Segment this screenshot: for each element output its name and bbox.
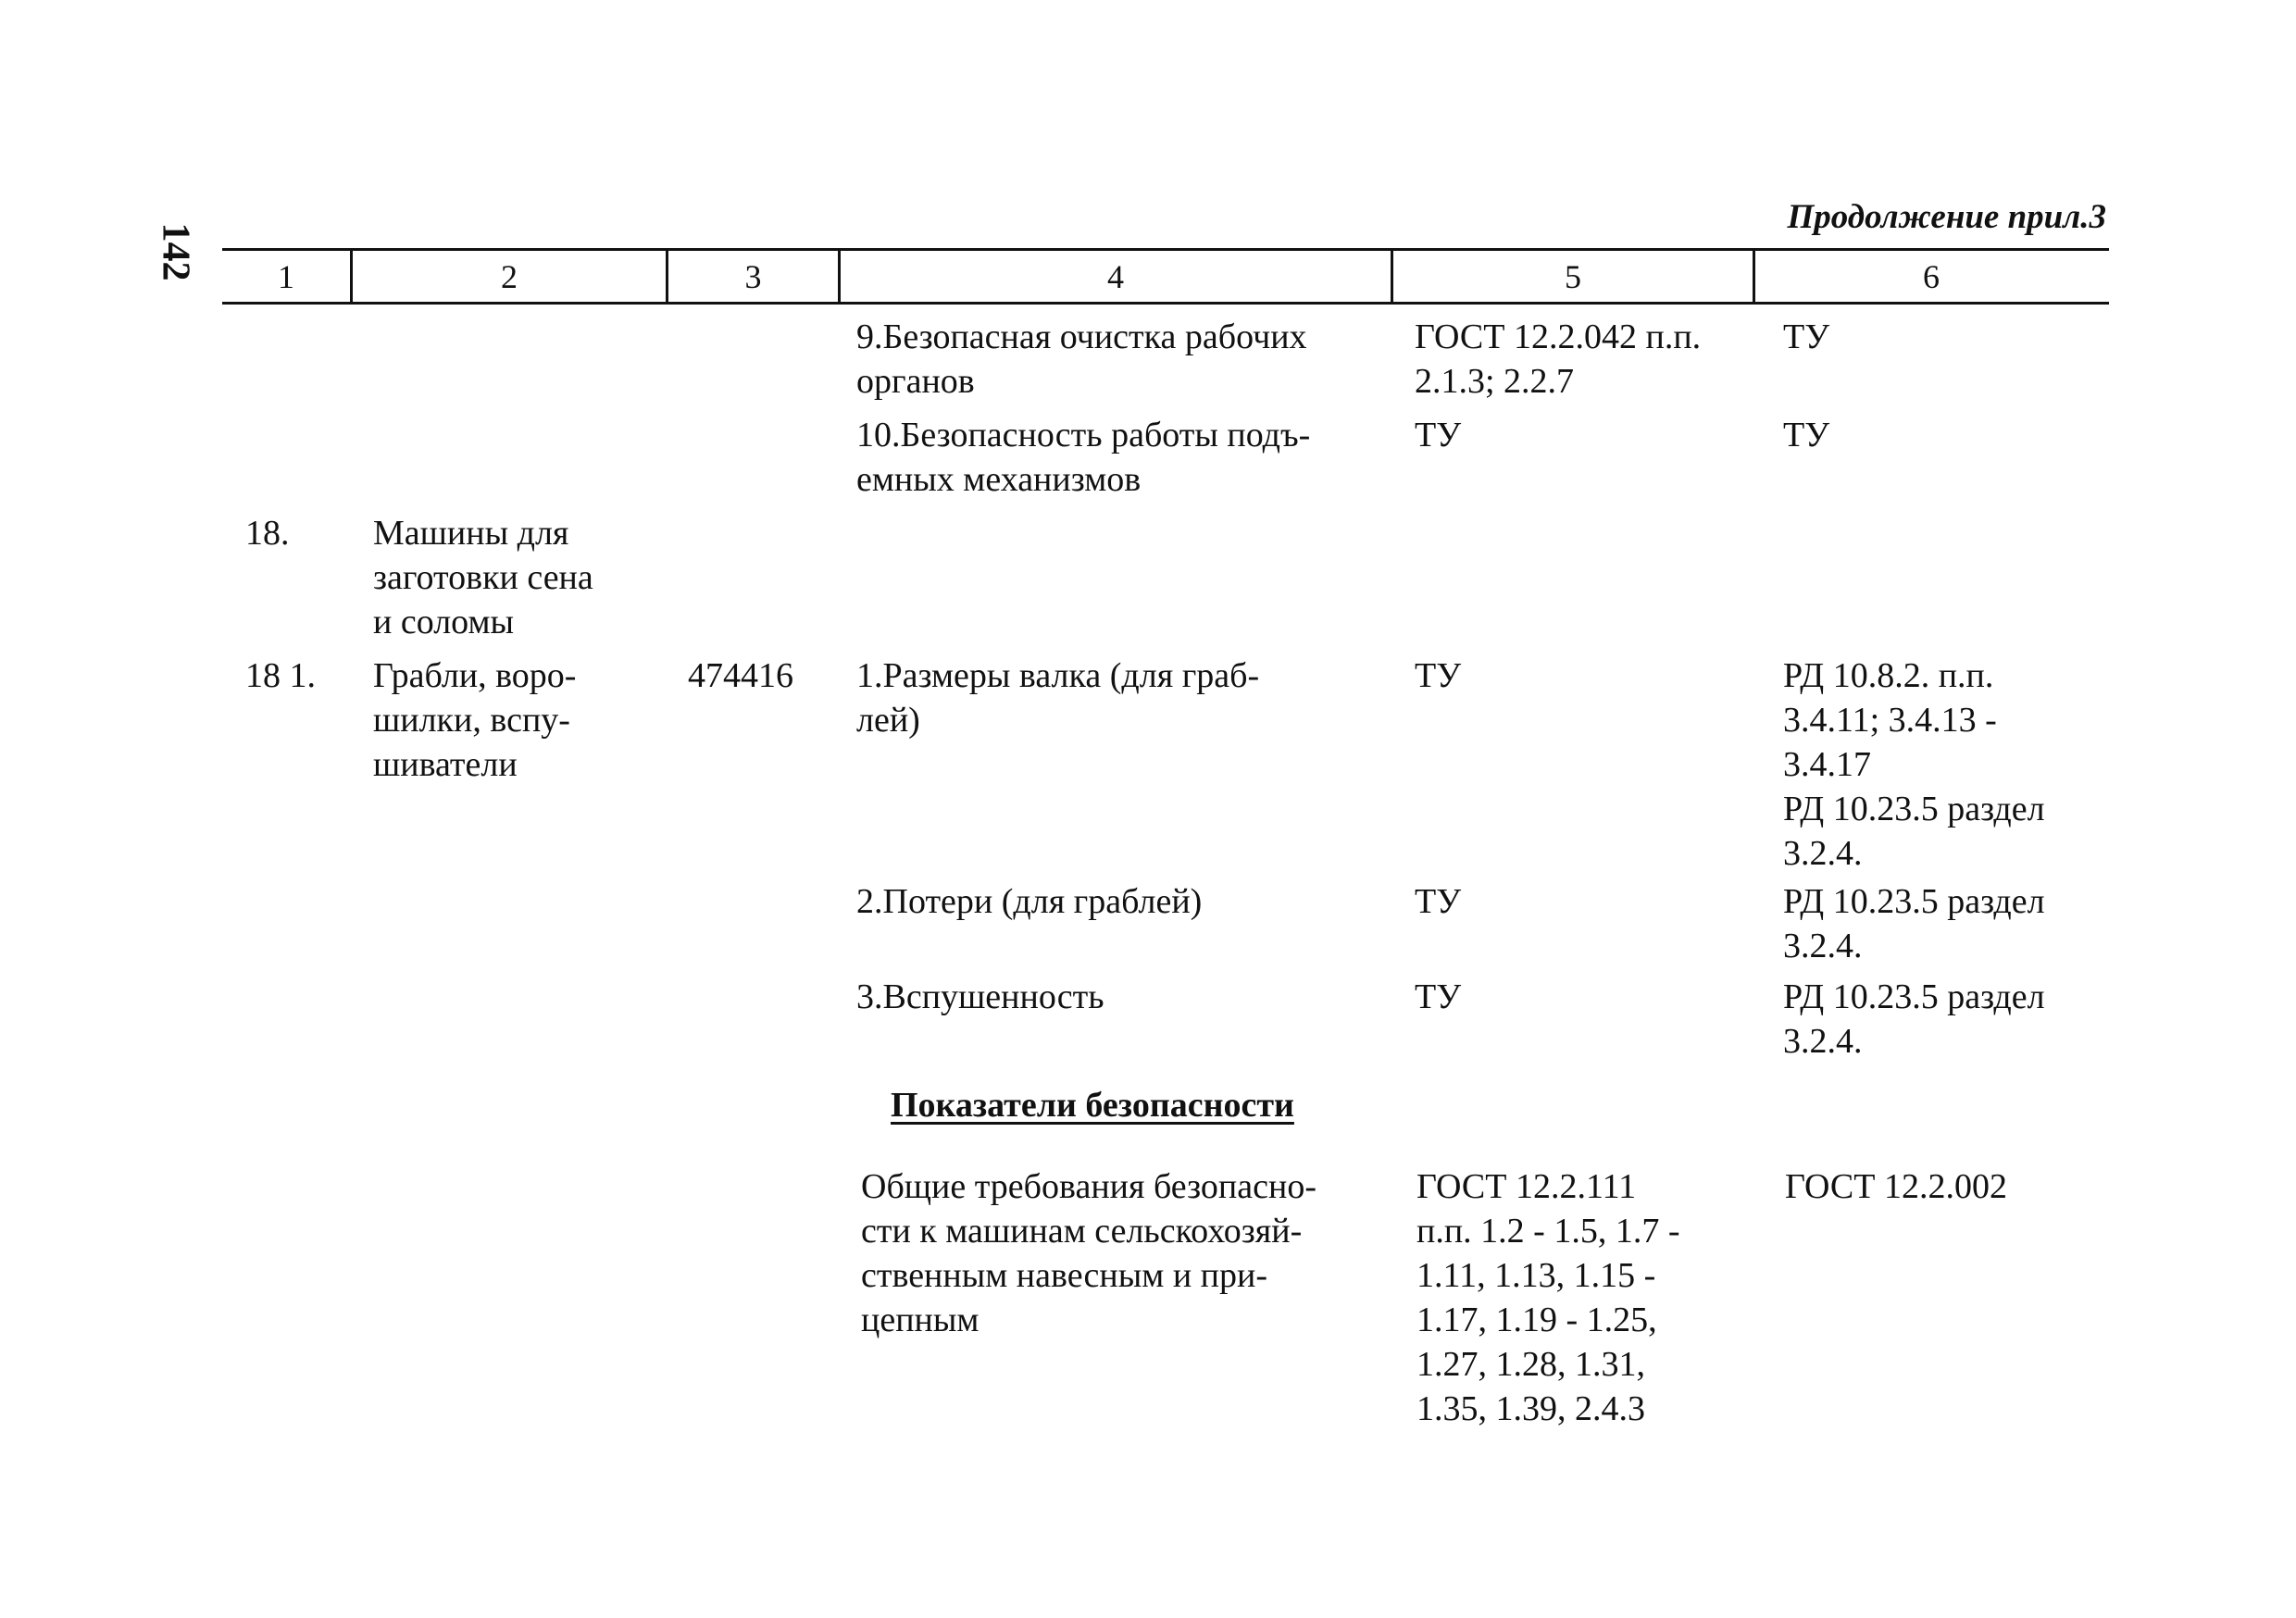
row-indicator: 10.Безопасность работы подъ- емных механизмов — [856, 416, 1311, 499]
row-norm-doc: ГОСТ 12.2.111 п.п. 1.2 - 1.5, 1.7 - 1.11, 1.13, 1.15 - 1.17, 1.19 - 1.25, 1.27, 1.28, 1.31, 1.35, 1.39, 2.4.3 — [1416, 1167, 1680, 1428]
section-heading: Показатели безопасности — [891, 1086, 1294, 1125]
row-number: 18. — [245, 514, 290, 553]
row-number: 18 1. — [245, 656, 316, 695]
row-name: Грабли, воро- шилки, вспу- шиватели — [373, 656, 577, 784]
row-name: Машины для заготовки сена и соломы — [373, 514, 593, 641]
row-test-doc: ТУ — [1783, 416, 1830, 454]
row-norm-doc: ГОСТ 12.2.042 п.п. 2.1.3; 2.2.7 — [1415, 317, 1702, 401]
row-test-doc: РД 10.23.5 раздел 3.2.4. — [1783, 882, 2045, 965]
row-test-doc: РД 10.8.2. п.п. 3.4.11; 3.4.13 - 3.4.17 РД 10.23.5 раздел 3.2.4. — [1783, 656, 2045, 873]
row-norm-doc: ТУ — [1415, 656, 1462, 695]
row-test-doc: ГОСТ 12.2.002 — [1785, 1167, 2007, 1206]
header-bottom-rule — [222, 302, 2109, 305]
column-header-2: 2 — [501, 258, 518, 295]
row-indicator: 1.Размеры валка (для граб- лей) — [856, 656, 1260, 740]
row-indicator: 2.Потери (для граблей) — [856, 882, 1203, 921]
row-indicator: Общие требования безопасно- сти к машинам сельскохозяй- ственным навесным и при- цепным — [861, 1167, 1316, 1339]
row-test-doc: ТУ — [1783, 317, 1830, 356]
row-test-doc: РД 10.23.5 раздел 3.2.4. — [1783, 977, 2045, 1061]
page-number: 142 — [154, 222, 197, 281]
column-header-6: 6 — [1923, 258, 1940, 295]
row-indicator: 9.Безопасная очистка рабочих органов — [856, 317, 1307, 401]
row-code: 474416 — [688, 656, 793, 695]
column-header-1: 1 — [278, 258, 294, 295]
row-norm-doc: ТУ — [1415, 882, 1462, 921]
row-indicator: 3.Вспушенность — [856, 977, 1104, 1016]
column-header-3: 3 — [744, 258, 762, 295]
row-norm-doc: ТУ — [1415, 977, 1462, 1016]
column-header-5: 5 — [1565, 258, 1581, 295]
continuation-label: Продолжение прил.3 — [1787, 198, 2106, 236]
column-header-4: 4 — [1107, 258, 1124, 295]
header-top-rule — [222, 248, 2109, 251]
row-norm-doc: ТУ — [1415, 416, 1462, 454]
